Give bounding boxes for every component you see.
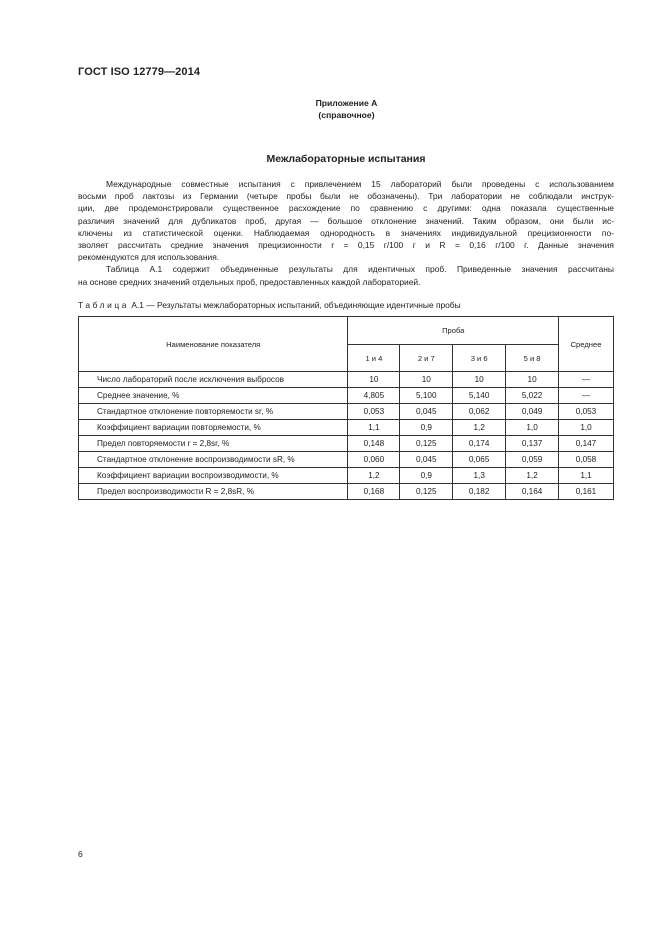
row-value: 0,164 [506, 484, 559, 500]
row-mean: 0,058 [559, 452, 614, 468]
text-line: на основе средних значений отдельных проб, предоставленных каждой лабораторией. [78, 276, 421, 287]
header-subcol: 1 и 4 [348, 345, 400, 372]
table-row [79, 452, 614, 468]
table-body [79, 372, 614, 500]
table-caption-label: Таблица [78, 300, 130, 310]
row-value: 0,148 [348, 436, 400, 452]
header-subcol: 3 и 6 [453, 345, 506, 372]
table-row [79, 388, 614, 404]
row-value: 0,059 [506, 452, 559, 468]
row-mean: 0,161 [559, 484, 614, 500]
row-name: Стандартное отклонение повторяемости sr, % [79, 404, 348, 420]
row-value: 0,053 [348, 404, 400, 420]
row-mean: — [559, 372, 614, 388]
row-value: 1,2 [348, 468, 400, 484]
row-value: 5,140 [453, 388, 506, 404]
table-row [79, 420, 614, 436]
page-number: 6 [78, 849, 83, 859]
row-name: Стандартное отклонение воспроизводимости sR, % [79, 452, 348, 468]
row-value: 5,022 [506, 388, 559, 404]
doc-code: ГОСТ ISO 12779—2014 [78, 66, 201, 78]
table-caption-text: Результаты межлабораторных испытаний, объединяющие идентичные пробы [156, 300, 461, 310]
row-value: 1,2 [453, 420, 506, 436]
table-row [79, 484, 614, 500]
row-value: 1,0 [506, 420, 559, 436]
row-value: 10 [453, 372, 506, 388]
row-value: 0,045 [400, 452, 453, 468]
text-line: зволяет рассчитать средние значения прецизионности r = 0,15 г/100 г и R = 0,16 г/100 г. Данные значения [78, 240, 614, 251]
row-value: 0,062 [453, 404, 506, 420]
row-value: 0,060 [348, 452, 400, 468]
row-value: 0,065 [453, 452, 506, 468]
table-row [79, 372, 614, 388]
row-value: 10 [348, 372, 400, 388]
row-value: 10 [400, 372, 453, 388]
row-value: 1,2 [506, 468, 559, 484]
text-line: восьми проб лактозы из Германии (четыре пробы были не обозначены). Три лаборатории не соблюдали инструк- [78, 191, 614, 202]
row-value: 1,1 [348, 420, 400, 436]
text-line: рекомендуются для использования. [78, 252, 220, 263]
paragraph-2 [78, 263, 614, 287]
row-name: Коэффициент вариации повторяемости, % [79, 420, 348, 436]
row-value: 10 [506, 372, 559, 388]
table-caption [78, 300, 461, 310]
row-name: Число лабораторий после исключения выбросов [79, 372, 348, 388]
row-value: 0,045 [400, 404, 453, 420]
header-mean-col: Среднее [559, 317, 614, 372]
row-value: 0,125 [400, 436, 453, 452]
row-value: 0,9 [400, 420, 453, 436]
text-line: Таблица А.1 содержит объединенные результаты для идентичных проб. Приведенные значения рассчитаны [106, 264, 614, 275]
row-name: Предел воспроизводимости R = 2,8sR, % [79, 484, 348, 500]
row-value: 1,3 [453, 468, 506, 484]
row-mean: 1,1 [559, 468, 614, 484]
header-group: Проба [348, 317, 559, 345]
row-value: 0,9 [400, 468, 453, 484]
table-row [79, 468, 614, 484]
row-value: 4,805 [348, 388, 400, 404]
paragraph-1 [78, 178, 614, 263]
text-line: Международные совместные испытания с привлечением 15 лабораторий были проведены с использованием [106, 179, 614, 189]
text-line: ключены из статистической оценки. Наблюдаемая однородность в значениях индивидуальной прецизионности по- [78, 227, 614, 238]
table-caption-number: А.1 — [131, 300, 155, 310]
row-value: 0,168 [348, 484, 400, 500]
table-row [79, 436, 614, 452]
row-value: 0,174 [453, 436, 506, 452]
row-mean: 0,053 [559, 404, 614, 420]
row-mean: 0,147 [559, 436, 614, 452]
section-title: Межлабораторные испытания [266, 153, 426, 165]
body-text [78, 178, 614, 288]
appendix-heading [0, 97, 661, 121]
row-value: 0,125 [400, 484, 453, 500]
row-name: Среднее значение, % [79, 388, 348, 404]
row-value: 5,100 [400, 388, 453, 404]
table-row [79, 404, 614, 420]
row-value: 0,049 [506, 404, 559, 420]
text-line: ции, две продемонстрировали существенное расхождение по сравнению с другими: одна показала существенные [78, 203, 614, 214]
row-mean: — [559, 388, 614, 404]
header-name-col: Наименование показателя [79, 317, 348, 372]
header-subcol: 2 и 7 [400, 345, 453, 372]
results-table [78, 316, 614, 500]
header-subcol: 5 и 8 [506, 345, 559, 372]
row-name: Предел повторяемости r = 2,8sr, % [79, 436, 348, 452]
row-name: Коэффициент вариации воспроизводимости, % [79, 468, 348, 484]
appendix-subtitle: (справочное) [318, 110, 375, 120]
row-mean: 1,0 [559, 420, 614, 436]
text-line: различия значений для дубликатов проб, другая — большое отклонение значений. Таким образом, они были ис- [78, 215, 614, 226]
row-value: 0,182 [453, 484, 506, 500]
appendix-title: Приложение А [315, 98, 378, 108]
row-value: 0,137 [506, 436, 559, 452]
